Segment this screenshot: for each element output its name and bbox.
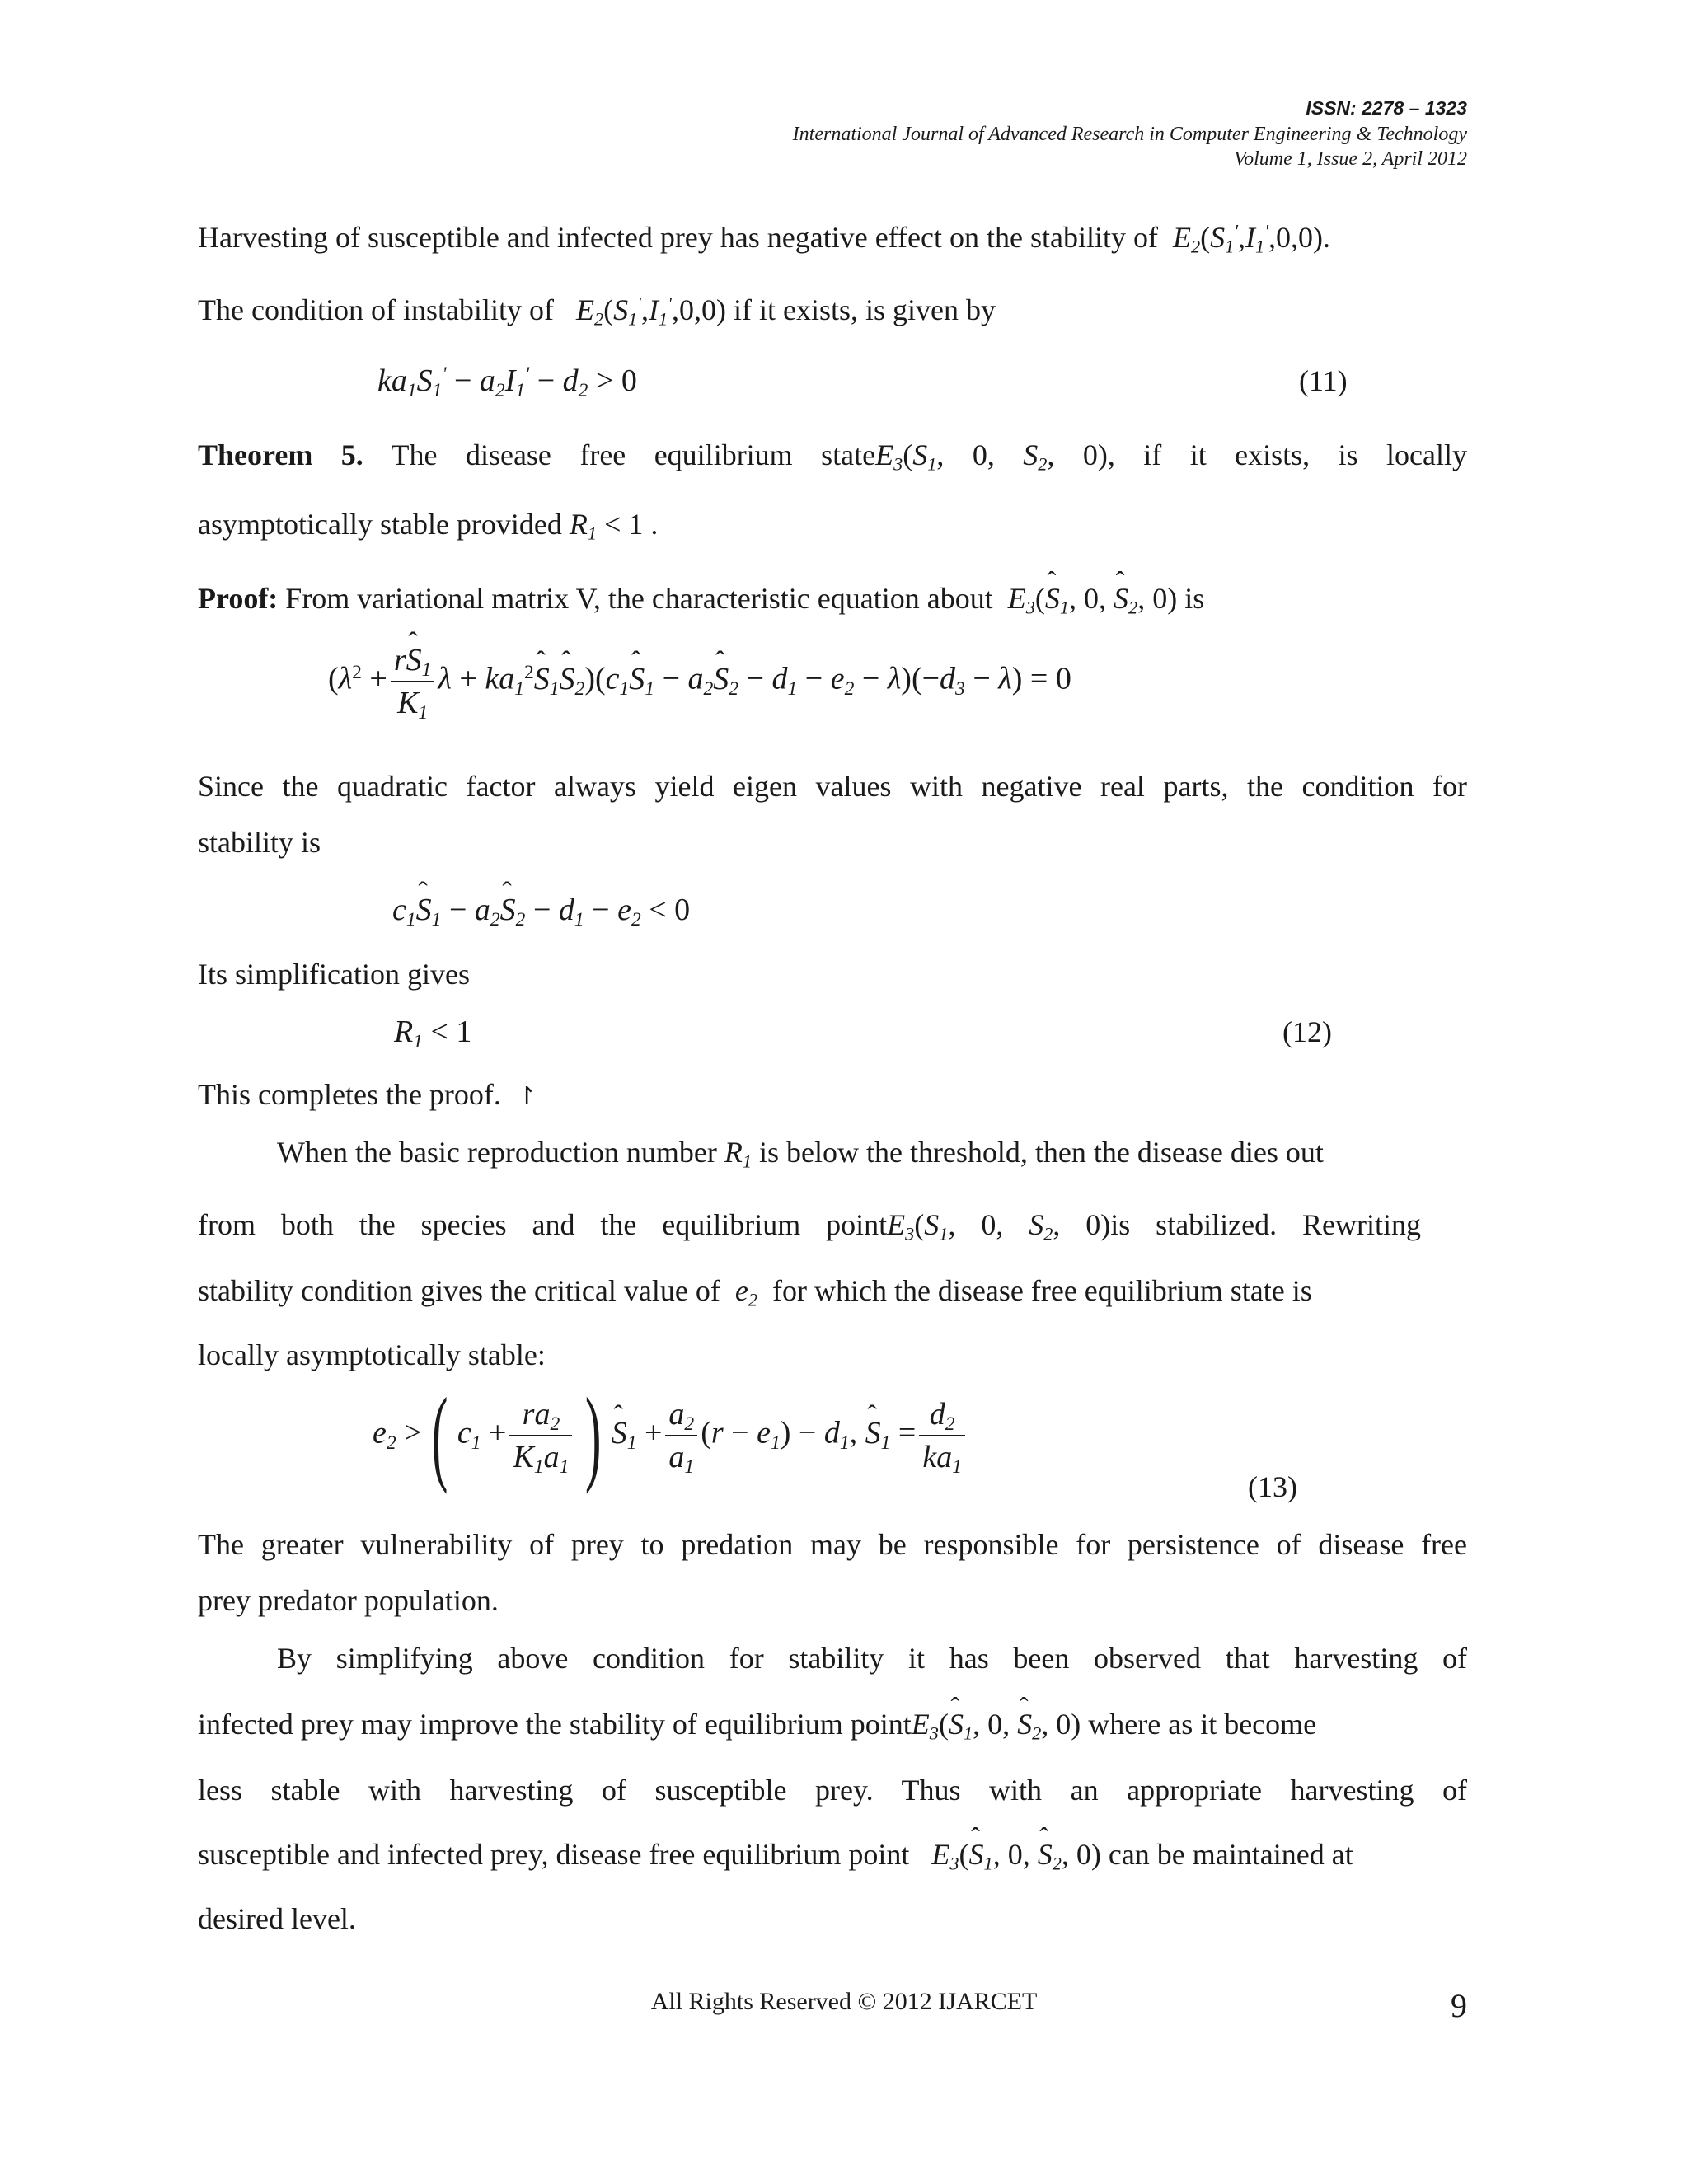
text-run: stability is (198, 826, 321, 859)
stability-inequality: $c_1S$ ˆ$_1$ − $a_2S$ ˆ$_2$ − $d_1 - e_2 < 0$ (392, 892, 690, 928)
math-E3-equilibrium: $E_3(S$ ˆ$_1$, 0, S ˆ$_2$, 0) (887, 1208, 1110, 1241)
paragraph-line (198, 1582, 1467, 1619)
text-run: This completes the proof. (198, 1078, 501, 1111)
text-run: desired level. (198, 1902, 356, 1935)
text-run: locally asymptotically stable: (198, 1338, 546, 1371)
text-run: Since the quadratic factor always yield eigen values with negative real parts, the condition for (198, 770, 1467, 803)
equation-number: (11) (1299, 364, 1348, 397)
math-E2-equilibrium: $E_2(S_1',I_1',0,0)$. (1165, 220, 1330, 257)
page-number: 9 (1451, 1987, 1467, 2024)
paragraph-line (198, 824, 1467, 860)
text-run: infected prey may improve the stability of equilibrium point (198, 1708, 912, 1741)
math-E3-equilibrium: $E_3(S$ ˆ$_1$, 0, S ˆ$_2$, 0) (912, 1708, 1081, 1741)
paragraph-line (198, 1207, 1421, 1243)
text-run: The disease free equilibrium state (391, 438, 876, 471)
text-run: By simplifying above condition for stability it has been observed that harvesting of (277, 1642, 1467, 1675)
paragraph-line (198, 1772, 1467, 1808)
equation-number: (13) (1248, 1470, 1297, 1503)
equation-number: (12) (1282, 1015, 1332, 1048)
text-run: When the basic reproduction number (277, 1136, 717, 1169)
text-run: The condition of instability of (198, 293, 554, 326)
header-journal-title: International Journal of Advanced Research in Computer Engineering & Technology (792, 124, 1467, 145)
math-R1: $R_1$ (724, 1136, 752, 1172)
proof-line (198, 580, 1467, 616)
paragraph-line (277, 1640, 1467, 1676)
text-run: prey predator population. (198, 1584, 499, 1617)
math-E2-equilibrium: $E_2(S_1',I_1',0,0)$ (560, 293, 726, 330)
math-R1-condition: $R_1 < 1$ . (569, 508, 659, 544)
header-volume: Volume 1, Issue 2, April 2012 (1234, 148, 1467, 170)
text-run: where as it become (1088, 1708, 1317, 1741)
text-run: for which the disease free equilibrium state is (771, 1274, 1312, 1307)
text-run: is (1184, 582, 1205, 615)
paragraph-line (198, 768, 1467, 804)
paragraph-line (198, 292, 1467, 328)
paragraph-line (198, 956, 1467, 992)
text-run: asymptotically stable provided (198, 508, 562, 541)
text-run: The greater vulnerability of prey to predation may be responsible for persistence of disease free (198, 1528, 1467, 1561)
math-E3-equilibrium: $E_3(S$ ˆ$_1$, 0, S ˆ$_2$, 0) (1001, 582, 1177, 615)
paragraph-line (198, 1900, 1467, 1937)
text-run: less stable with harvesting of susceptible prey. Thus with an appropriate harvesting of (198, 1774, 1467, 1807)
paragraph-line (198, 1836, 1467, 1872)
paragraph-line (198, 1272, 1467, 1309)
text-run: if it exists, is given by (733, 293, 996, 326)
theorem-label: Theorem 5. (198, 438, 363, 471)
text-run: from both the species and the equilibrium point (198, 1208, 888, 1241)
text-run: Harvesting of susceptible and infected prey has negative effect on the stability of (198, 221, 1158, 254)
math-E3-equilibrium: $E_3(S$ ˆ$_1$, 0, S ˆ$_2$, 0) (875, 438, 1108, 471)
paragraph-line (198, 1337, 1467, 1373)
paragraph-line (198, 1526, 1467, 1563)
text-run: is stabilized. Rewriting (1110, 1208, 1421, 1241)
theorem-line (198, 506, 1467, 542)
equation-11: $ka_1S_1' - a_2I_1' - d_2 > 0$ (377, 363, 637, 402)
equation-12: $R_1 < 1$ (394, 1015, 472, 1053)
math-E3-equilibrium: $E_3(S$ ˆ$_1$, 0, S ˆ$_2$, 0) (917, 1838, 1100, 1871)
text-run: stability condition gives the critical value of (198, 1274, 720, 1307)
paragraph-line (198, 1706, 1467, 1742)
paragraph-line (277, 1134, 1423, 1170)
equation-13: $e_2$ >( $c_1$ + $\frac{ra_2}{K_1a_1}$ ) S ˆ$_1$ + $\frac{a_2}{a_1}$ $(r - e_1) - d_1$, S ˆ$_1$ = $\frac{d_2}{ka_1}$ (373, 1386, 968, 1485)
text-run: susceptible and infected prey, disease free equilibrium point (198, 1838, 910, 1871)
fraction: $\frac{a_2}{a_1}$ (665, 1395, 697, 1476)
text-run: From variational matrix V, the characteristic equation about (285, 582, 993, 615)
fraction: $\frac{ra_2}{K_1a_1}$ (509, 1395, 572, 1476)
fraction: $\frac{d_2}{ka_1}$ (919, 1395, 965, 1476)
theorem-line (198, 437, 1467, 473)
characteristic-equation: ($\lambda^2$ + $\frac{rS ˆ_1}{K_1}$ $\lambda + ka_1^2S$ ˆ$_1$S $ˆ_2)(c_1S$ ˆ$_1$ − $a_2S$ ˆ$_2$ − $d_1 - e_2 - \lambda)(-d_3 - \lambda) = 0$ (328, 641, 1071, 722)
header-issn: ISSN: 2278 – 1323 (1306, 97, 1467, 119)
text-run: Its simplification gives (198, 958, 470, 991)
text-run: can be maintained at (1108, 1838, 1353, 1871)
proof-label: Proof: (198, 582, 279, 615)
footer-rights: All Rights Reserved © 2012 IJARCET (650, 1988, 1038, 2015)
qed-icon: ↾ (508, 1082, 537, 1111)
text-run: is below the threshold, then the disease dies out (758, 1136, 1324, 1169)
math-e2: $e_2$ (727, 1274, 757, 1310)
paragraph-line (198, 1076, 1467, 1115)
fraction: $\frac{rS ˆ_1}{K_1}$ (391, 641, 435, 722)
text-run: , if it exists, is locally (1107, 438, 1467, 471)
paragraph-line (198, 219, 1467, 255)
